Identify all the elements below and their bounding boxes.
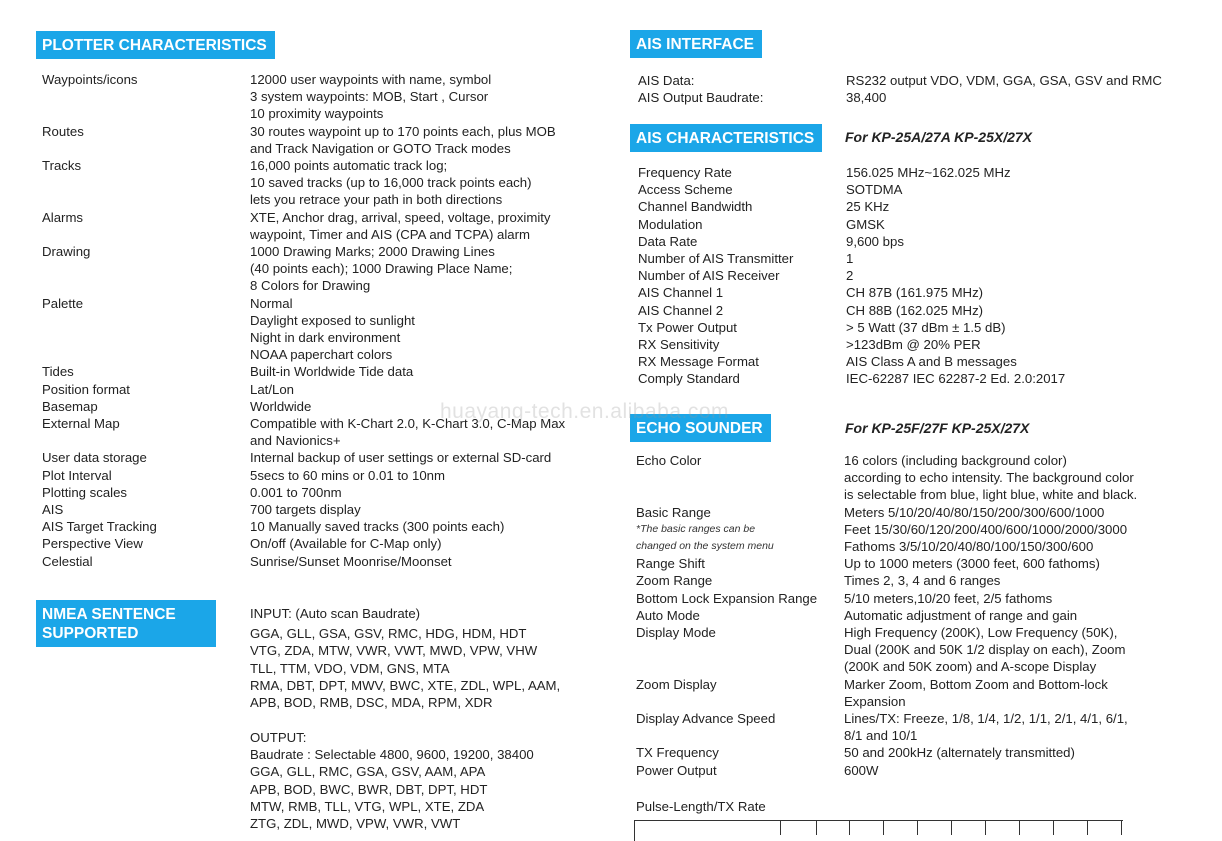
spec-value: and Navionics+ <box>250 433 341 449</box>
spec-value: 600W <box>844 762 879 778</box>
spec-value-cell <box>250 553 565 570</box>
spec-label-cell <box>636 624 844 676</box>
spec-value: 9,600 bps <box>846 233 904 249</box>
nmea-section-header <box>36 600 216 647</box>
spec-label-cell <box>638 164 846 181</box>
spec-label-cell <box>42 381 250 398</box>
echo-models-label: For KP-25F/27F KP-25X/27X <box>845 420 1030 436</box>
spec-value-cell <box>846 319 1065 336</box>
nmea-input-heading: INPUT: (Auto scan Baudrate) <box>250 606 421 621</box>
spec-row <box>42 398 565 415</box>
pulse-grid-divider <box>1019 821 1020 835</box>
spec-label: Basic Range <box>636 504 711 520</box>
spec-row <box>636 762 1137 779</box>
spec-label-cell <box>42 363 250 380</box>
nmea-title-line2: SUPPORTED <box>42 625 139 642</box>
spec-value-cell <box>846 284 1065 301</box>
spec-value-cell <box>250 363 565 380</box>
spec-value: 2 <box>846 268 854 284</box>
spec-value-cell <box>844 744 1137 761</box>
spec-row <box>42 415 565 449</box>
spec-value: Lat/Lon <box>250 381 294 397</box>
plotter-spec-table <box>42 71 565 570</box>
spec-row <box>636 504 1137 556</box>
spec-value: Normal <box>250 295 293 311</box>
spec-row <box>638 353 1065 370</box>
spec-label: Comply Standard <box>638 371 740 387</box>
ais-interface-table <box>638 72 1162 106</box>
spec-value: >123dBm @ 20% PER <box>846 337 981 353</box>
spec-value-cell <box>846 181 1065 198</box>
spec-row <box>42 209 565 243</box>
nmea-sentence-line: TLL, TTM, VDO, VDM, GNS, MTA <box>250 660 450 676</box>
spec-label: AIS Channel 1 <box>638 285 724 301</box>
spec-row <box>638 250 1065 267</box>
spec-value-cell <box>250 484 565 501</box>
spec-value: (40 points each); 1000 Drawing Place Name; <box>250 261 513 277</box>
spec-label: Plotting scales <box>42 484 128 500</box>
nmea-sentence-line: MTW, RMB, TLL, VTG, WPL, XTE, ZDA <box>250 798 485 814</box>
spec-label-cell <box>638 353 846 370</box>
spec-label: Number of AIS Transmitter <box>638 251 794 267</box>
spec-label: Zoom Range <box>636 573 713 589</box>
spec-label-cell <box>638 319 846 336</box>
nmea-input-list <box>250 625 560 711</box>
spec-value-cell <box>844 555 1137 572</box>
spec-row <box>638 72 1162 89</box>
spec-value: Feet 15/30/60/120/200/400/600/1000/2000/3000 <box>844 521 1128 537</box>
spec-label-cell <box>42 295 250 364</box>
spec-label: User data storage <box>42 450 147 466</box>
nmea-output-list <box>250 746 534 832</box>
spec-label-cell <box>42 123 250 157</box>
spec-value-cell <box>250 535 565 552</box>
spec-label: AIS Data: <box>638 73 695 88</box>
spec-label-cell <box>42 553 250 570</box>
spec-value-cell <box>250 243 565 295</box>
spec-value: Times 2, 3, 4 and 6 ranges <box>844 573 1001 589</box>
spec-row <box>42 243 565 295</box>
spec-value: 16 colors (including background color) <box>844 453 1067 468</box>
spec-label-cell <box>42 449 250 466</box>
spec-label-cell <box>42 518 250 535</box>
spec-value: 30 routes waypoint up to 170 points each, plus MOB <box>250 123 556 139</box>
nmea-sentence-line: RMA, DBT, DPT, MWV, BWC, XTE, ZDL, WPL, AAM, <box>250 677 561 693</box>
spec-value: RS232 output VDO, VDM, GGA, GSA, GSV and RMC <box>846 73 1162 88</box>
spec-label-cell <box>638 89 846 106</box>
ais-characteristics-table <box>638 164 1065 388</box>
spec-value: NOAA paperchart colors <box>250 347 393 363</box>
spec-label-cell <box>638 233 846 250</box>
spec-label-cell <box>638 216 846 233</box>
spec-label-cell <box>638 72 846 89</box>
spec-value: and Track Navigation or GOTO Track modes <box>250 140 511 156</box>
pulse-grid-divider <box>1053 821 1054 835</box>
spec-value-cell <box>844 572 1137 589</box>
spec-value-cell <box>844 590 1137 607</box>
nmea-sentence-line: GGA, GLL, GSA, GSV, RMC, HDG, HDM, HDT <box>250 626 527 642</box>
spec-value: 50 and 200kHz (alternately transmitted) <box>844 745 1075 761</box>
spec-row <box>42 553 565 570</box>
spec-value-cell <box>844 452 1137 504</box>
pulse-grid-divider <box>951 821 952 835</box>
spec-value: > 5 Watt (37 dBm ± 1.5 dB) <box>846 319 1006 335</box>
spec-label: Perspective View <box>42 536 143 552</box>
spec-value-cell <box>250 449 565 466</box>
spec-value: Lines/TX: Freeze, 1/8, 1/4, 1/2, 1/1, 2/1, 4/1, 6/1, <box>844 711 1128 727</box>
spec-row <box>638 284 1065 301</box>
spec-value-cell <box>846 233 1065 250</box>
pulse-length-table <box>634 820 1123 841</box>
ais-characteristics-header: AIS CHARACTERISTICS <box>630 124 822 152</box>
spec-label-cell <box>42 71 250 123</box>
spec-label: AIS Channel 2 <box>638 302 724 318</box>
spec-label: Tx Power Output <box>638 319 737 335</box>
spec-label: Tracks <box>42 158 82 174</box>
spec-value: Night in dark environment <box>250 330 401 346</box>
spec-label-cell <box>636 676 844 710</box>
spec-label-cell <box>638 302 846 319</box>
spec-row <box>636 710 1137 744</box>
spec-row <box>638 198 1065 215</box>
spec-row <box>636 624 1137 676</box>
spec-label-cell <box>638 336 846 353</box>
spec-label: RX Sensitivity <box>638 337 720 353</box>
spec-label: AIS Target Tracking <box>42 519 157 535</box>
spec-value: Expansion <box>844 693 906 709</box>
spec-value-cell <box>846 250 1065 267</box>
spec-row <box>638 89 1162 106</box>
spec-row <box>636 590 1137 607</box>
spec-row <box>42 363 565 380</box>
spec-value-cell <box>250 467 565 484</box>
spec-row <box>638 302 1065 319</box>
pulse-grid-divider <box>985 821 986 835</box>
spec-value-cell <box>250 295 565 364</box>
spec-row <box>636 572 1137 589</box>
spec-value-cell <box>250 123 565 157</box>
spec-value-cell <box>844 762 1137 779</box>
spec-value-cell <box>844 676 1137 710</box>
spec-value-cell <box>250 501 565 518</box>
spec-label: Range Shift <box>636 556 705 572</box>
spec-value: Internal backup of user settings or external SD-card <box>250 450 552 466</box>
spec-value: 10 proximity waypoints <box>250 106 384 122</box>
spec-label-cell <box>636 555 844 572</box>
spec-label-cell <box>42 535 250 552</box>
spec-value: 38,400 <box>846 90 887 106</box>
spec-label: Waypoints/icons <box>42 72 138 87</box>
spec-row <box>42 535 565 552</box>
spec-label-cell <box>42 243 250 295</box>
echo-sounder-table <box>636 452 1137 779</box>
spec-label: Plot Interval <box>42 467 112 483</box>
spec-label-cell <box>42 415 250 449</box>
spec-label: Data Rate <box>638 233 698 249</box>
spec-note: changed on the system menu <box>636 540 774 553</box>
spec-value: GMSK <box>846 216 885 232</box>
spec-row <box>636 452 1137 504</box>
spec-value: Built-in Worldwide Tide data <box>250 364 414 380</box>
spec-value: Sunrise/Sunset Moonrise/Moonset <box>250 553 452 569</box>
spec-value-cell <box>250 415 565 449</box>
spec-label: Power Output <box>636 762 717 778</box>
spec-value: 8 Colors for Drawing <box>250 278 371 294</box>
nmea-sentence-line: APB, BOD, RMB, DSC, MDA, RPM, XDR <box>250 695 493 711</box>
spec-row <box>638 267 1065 284</box>
spec-value: XTE, Anchor drag, arrival, speed, voltage, proximity <box>250 209 551 225</box>
spec-value-cell <box>846 267 1065 284</box>
nmea-sentence-line: ZTG, ZDL, MWD, VPW, VWR, VWT <box>250 816 461 832</box>
spec-label-cell <box>636 710 844 744</box>
spec-label: Alarms <box>42 209 84 225</box>
nmea-title-line1: NMEA SENTENCE <box>42 606 176 623</box>
spec-row <box>638 319 1065 336</box>
spec-value: 10 saved tracks (up to 16,000 track points each) <box>250 175 532 191</box>
spec-value: AIS Class A and B messages <box>846 354 1017 370</box>
spec-label: Routes <box>42 123 84 139</box>
spec-value-cell <box>844 624 1137 676</box>
spec-value: 156.025 MHz~162.025 MHz <box>846 165 1011 180</box>
pulse-length-heading: Pulse-Length/TX Rate <box>636 799 766 814</box>
spec-label: RX Message Format <box>638 354 759 370</box>
spec-value: Up to 1000 meters (3000 feet, 600 fathoms) <box>844 556 1100 572</box>
spec-label: Channel Bandwidth <box>638 199 753 215</box>
spec-label-cell <box>42 398 250 415</box>
spec-label: Zoom Display <box>636 676 717 692</box>
spec-row <box>42 157 565 209</box>
spec-label: Basemap <box>42 398 98 414</box>
spec-value: Marker Zoom, Bottom Zoom and Bottom-lock <box>844 676 1108 692</box>
spec-value: 5/10 meters,10/20 feet, 2/5 fathoms <box>844 590 1053 606</box>
spec-value: Fathoms 3/5/10/20/40/80/100/150/300/600 <box>844 539 1094 555</box>
spec-label: Display Advance Speed <box>636 711 776 727</box>
spec-value: 1000 Drawing Marks; 2000 Drawing Lines <box>250 244 495 260</box>
spec-value: 12000 user waypoints with name, symbol <box>250 72 492 87</box>
pulse-grid-divider <box>917 821 918 835</box>
nmea-sentence-line: GGA, GLL, RMC, GSA, GSV, AAM, APA <box>250 764 486 780</box>
spec-value-cell <box>844 504 1137 556</box>
spec-row <box>638 181 1065 198</box>
pulse-grid-divider <box>1087 821 1088 835</box>
ais-interface-header: AIS INTERFACE <box>630 30 762 58</box>
spec-value-cell <box>846 164 1065 181</box>
pulse-grid-divider <box>816 821 817 835</box>
spec-value: (200K and 50K zoom) and A-scope Display <box>844 659 1097 675</box>
spec-label: Drawing <box>42 244 91 260</box>
spec-value: waypoint, Timer and AIS (CPA and TCPA) alarm <box>250 226 530 242</box>
spec-row <box>42 501 565 518</box>
spec-label: AIS <box>42 502 64 518</box>
spec-value: Automatic adjustment of range and gain <box>844 607 1078 623</box>
spec-value-cell <box>250 398 565 415</box>
spec-row <box>636 676 1137 710</box>
spec-label-cell <box>638 250 846 267</box>
spec-label: Auto Mode <box>636 607 700 623</box>
ais-models-label: For KP-25A/27A KP-25X/27X <box>845 129 1032 145</box>
watermark: huayang-tech.en.alibaba.com <box>440 400 730 423</box>
pulse-grid-divider <box>883 821 884 835</box>
spec-label-cell <box>636 504 844 556</box>
spec-label: Number of AIS Receiver <box>638 268 780 284</box>
spec-value: High Frequency (200K), Low Frequency (50K), <box>844 625 1118 641</box>
spec-note: *The basic ranges can be <box>636 522 756 535</box>
spec-value: Worldwide <box>250 398 312 414</box>
pulse-grid-divider <box>780 821 781 835</box>
spec-value: 25 KHz <box>846 199 890 215</box>
spec-label: Position format <box>42 381 130 397</box>
spec-label-cell <box>638 181 846 198</box>
spec-value: 16,000 points automatic track log; <box>250 158 448 174</box>
spec-label: Access Scheme <box>638 182 733 198</box>
spec-label-cell <box>638 267 846 284</box>
spec-row <box>42 295 565 364</box>
spec-row <box>636 744 1137 761</box>
spec-label: TX Frequency <box>636 745 719 761</box>
spec-row <box>638 370 1065 387</box>
spec-value-cell <box>844 607 1137 624</box>
spec-label-cell <box>636 452 844 504</box>
spec-label: Modulation <box>638 216 703 232</box>
spec-value-cell <box>846 302 1065 319</box>
spec-label: Palette <box>42 295 84 311</box>
spec-row <box>638 164 1065 181</box>
spec-row <box>42 484 565 501</box>
spec-label-cell <box>636 590 844 607</box>
echo-sounder-header: ECHO SOUNDER <box>630 414 771 442</box>
spec-value: lets you retrace your path in both directions <box>250 192 503 208</box>
spec-label-cell <box>638 198 846 215</box>
spec-label: Frequency Rate <box>638 165 732 180</box>
spec-label-cell <box>638 370 846 387</box>
nmea-sentence-line: APB, BOD, BWC, BWR, DBT, DPT, HDT <box>250 781 488 797</box>
spec-row <box>638 336 1065 353</box>
spec-row <box>638 216 1065 233</box>
spec-row <box>636 607 1137 624</box>
spec-value: Dual (200K and 50K 1/2 display on each), Zoom <box>844 642 1126 658</box>
spec-label-cell <box>636 572 844 589</box>
spec-row <box>42 518 565 535</box>
nmea-output-heading: OUTPUT: <box>250 730 307 745</box>
spec-label-cell <box>638 284 846 301</box>
spec-value-cell <box>250 209 565 243</box>
spec-label-cell <box>42 209 250 243</box>
spec-value: Compatible with K-Chart 2.0, K-Chart 3.0, C-Map Max <box>250 416 566 432</box>
spec-value: Meters 5/10/20/40/80/150/200/300/600/1000 <box>844 504 1105 520</box>
spec-row <box>42 467 565 484</box>
spec-value-cell <box>250 71 565 123</box>
spec-value: CH 87B (161.975 MHz) <box>846 285 984 301</box>
spec-value-cell <box>250 157 565 209</box>
spec-value: IEC-62287 IEC 62287-2 Ed. 2.0:2017 <box>846 371 1066 387</box>
spec-value-cell <box>844 710 1137 744</box>
spec-value: CH 88B (162.025 MHz) <box>846 302 984 318</box>
spec-label: Celestial <box>42 553 93 569</box>
spec-value: 5secs to 60 mins or 0.01 to 10nm <box>250 467 445 483</box>
spec-label: AIS Output Baudrate: <box>638 90 764 106</box>
spec-value-cell <box>846 336 1065 353</box>
spec-label-cell <box>42 157 250 209</box>
spec-value: 3 system waypoints: MOB, Start , Cursor <box>250 89 489 105</box>
spec-value-cell <box>846 370 1065 387</box>
spec-value: On/off (Available for C-Map only) <box>250 536 442 552</box>
nmea-sentence-line: VTG, ZDA, MTW, VWR, VWT, MWD, VPW, VHW <box>250 643 538 659</box>
spec-label: External Map <box>42 416 120 432</box>
spec-label-cell <box>42 467 250 484</box>
spec-row <box>42 381 565 398</box>
pulse-grid-divider <box>1121 821 1122 835</box>
spec-label-cell <box>636 744 844 761</box>
spec-value: 0.001 to 700nm <box>250 484 342 500</box>
nmea-output-block <box>250 729 534 832</box>
spec-value: 8/1 and 10/1 <box>844 728 918 744</box>
spec-label: Bottom Lock Expansion Range <box>636 590 818 606</box>
spec-value-cell <box>846 216 1065 233</box>
spec-value: is selectable from blue, light blue, white and black. <box>844 487 1138 503</box>
spec-value-cell <box>250 518 565 535</box>
spec-value: SOTDMA <box>846 182 903 198</box>
spec-row <box>42 71 565 123</box>
spec-row <box>42 123 565 157</box>
spec-value: Daylight exposed to sunlight <box>250 312 415 328</box>
spec-row <box>42 449 565 466</box>
spec-label-cell <box>42 501 250 518</box>
spec-value-cell <box>250 381 565 398</box>
spec-value-cell <box>846 353 1065 370</box>
spec-value-cell <box>846 198 1065 215</box>
spec-label: Echo Color <box>636 453 702 468</box>
spec-value-cell <box>846 72 1162 89</box>
pulse-grid-divider <box>849 821 850 835</box>
spec-label: Tides <box>42 364 74 380</box>
nmea-sentence-line: Baudrate : Selectable 4800, 9600, 19200, 38400 <box>250 747 534 763</box>
spec-value: 1 <box>846 251 854 267</box>
spec-label-cell <box>42 484 250 501</box>
spec-label-cell <box>636 762 844 779</box>
spec-row <box>636 555 1137 572</box>
nmea-input-block <box>250 605 560 711</box>
spec-label-cell <box>636 607 844 624</box>
spec-row <box>638 233 1065 250</box>
plotter-section-header: PLOTTER CHARACTERISTICS <box>36 31 275 59</box>
spec-value: 700 targets display <box>250 502 361 518</box>
spec-value: according to echo intensity. The background color <box>844 470 1134 486</box>
spec-label: Display Mode <box>636 625 716 641</box>
spec-value: 10 Manually saved tracks (300 points each) <box>250 519 505 535</box>
spec-value-cell <box>846 89 1162 106</box>
